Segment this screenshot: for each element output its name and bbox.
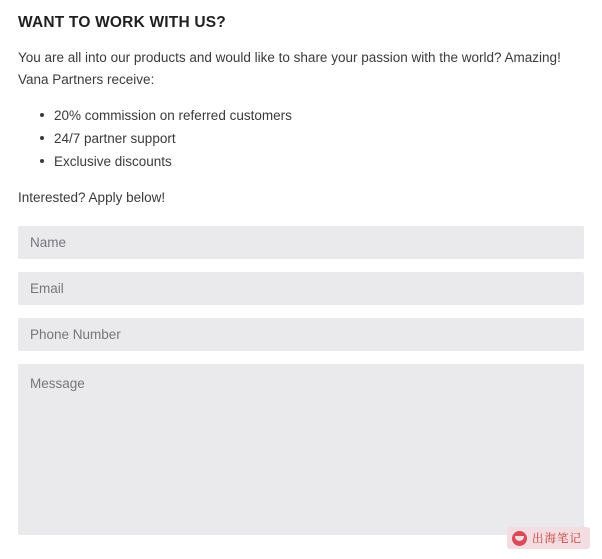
- email-input[interactable]: [18, 272, 584, 305]
- partner-application-form: [18, 226, 584, 535]
- watermark-label: 出海笔记: [532, 531, 582, 545]
- message-textarea[interactable]: [18, 364, 584, 535]
- benefits-list: [18, 105, 584, 173]
- list-item: 20% commission on referred customers: [40, 105, 584, 127]
- list-item: 24/7 partner support: [40, 128, 584, 150]
- page-title: WANT TO WORK WITH US?: [18, 14, 226, 31]
- phone-number-input[interactable]: [18, 318, 584, 351]
- cta-text: Interested? Apply below!: [18, 189, 166, 205]
- list-item: Exclusive discounts: [40, 151, 584, 173]
- intro-paragraph: You are all into our products and would like to share your passion with the world? Amazing! Vana Partners receive:: [18, 49, 561, 87]
- watermark-badge: [507, 527, 590, 549]
- wechat-logo-icon: [512, 531, 527, 546]
- name-input[interactable]: [18, 226, 584, 259]
